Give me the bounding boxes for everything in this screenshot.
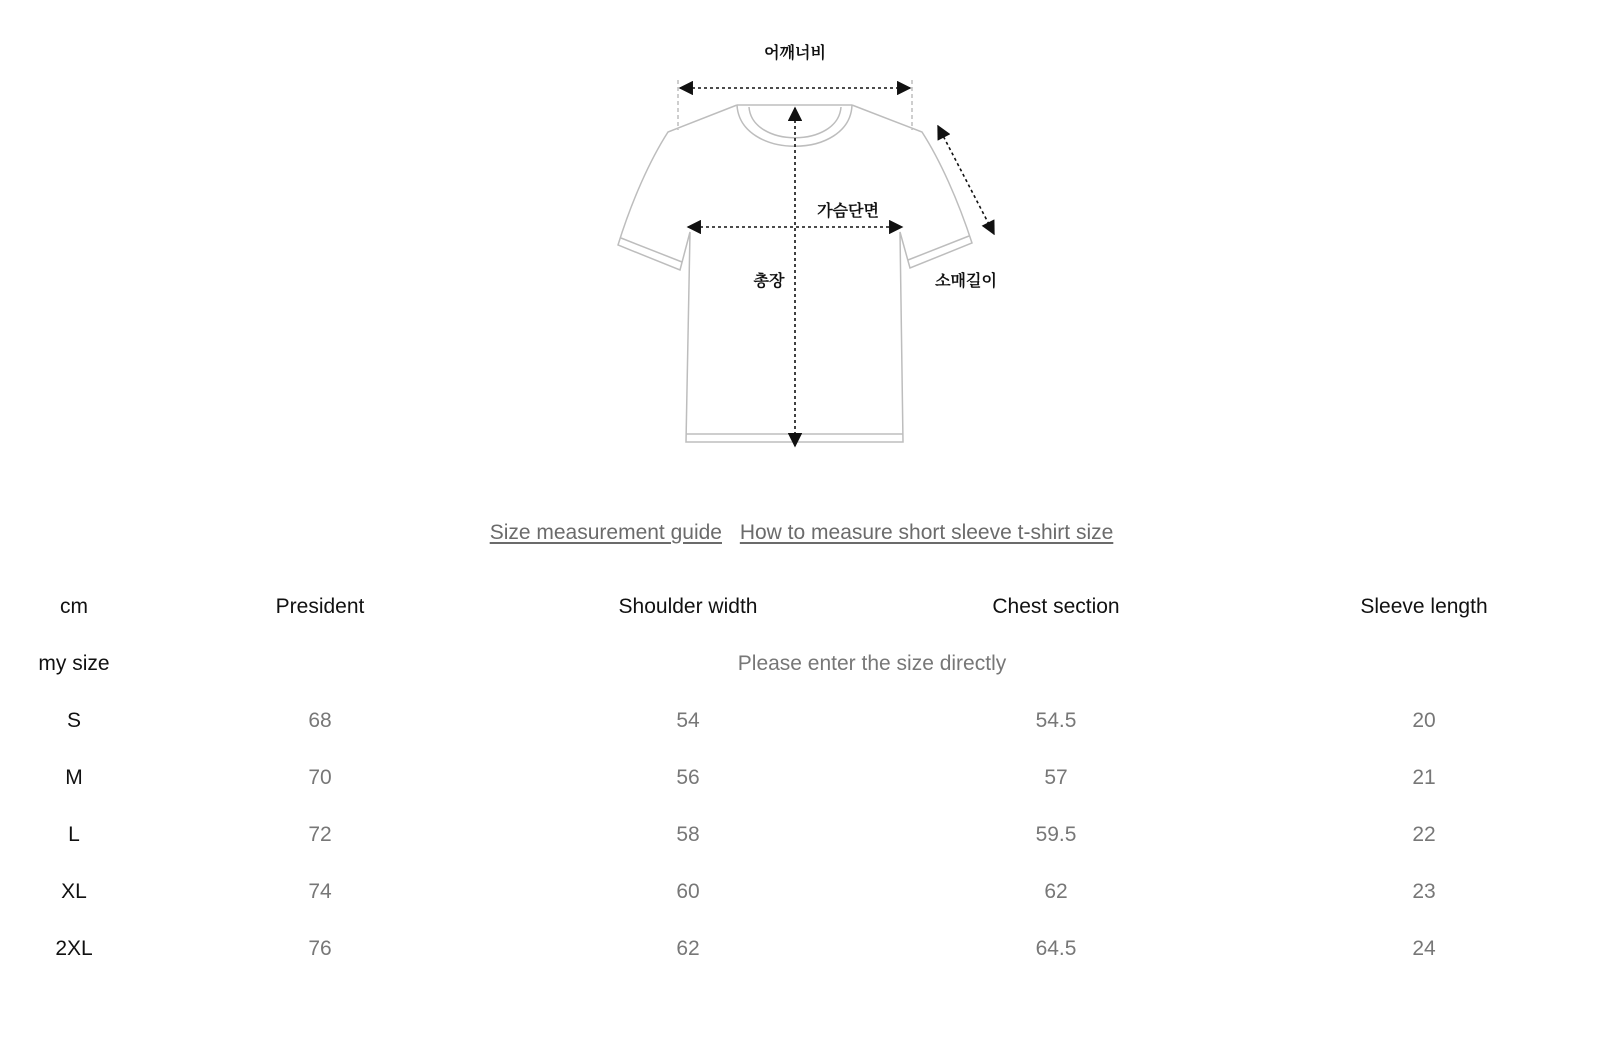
label-chest: 가슴단면 xyxy=(817,201,879,220)
table-cell: 70 xyxy=(308,766,332,789)
unit-header: cm xyxy=(60,595,88,618)
table-row xyxy=(0,820,1603,877)
size-table xyxy=(0,592,1603,991)
how-to-measure-link[interactable]: How to measure short sleeve t-shirt size xyxy=(739,521,1114,544)
table-cell: 72 xyxy=(308,823,332,846)
size-measurement-guide-link[interactable]: Size measurement guide xyxy=(489,521,722,544)
tshirt-outline-icon xyxy=(0,0,1603,470)
table-row xyxy=(0,706,1603,763)
table-cell: 56 xyxy=(676,766,700,789)
table-header-row xyxy=(0,592,1603,649)
table-row xyxy=(0,763,1603,820)
size-label: S xyxy=(66,709,82,732)
column-header: Shoulder width xyxy=(618,595,758,618)
guide-links xyxy=(0,520,1603,546)
my-size-label: my size xyxy=(38,652,110,675)
table-cell: 24 xyxy=(1412,937,1436,960)
table-cell: 20 xyxy=(1412,709,1436,732)
size-label: L xyxy=(68,823,80,846)
size-label: XL xyxy=(61,880,87,903)
measure-arrows xyxy=(680,88,994,446)
my-size-row xyxy=(0,649,1603,706)
size-label: 2XL xyxy=(55,937,93,960)
label-sleeve: 소매길이 xyxy=(935,271,997,290)
column-header: Sleeve length xyxy=(1360,595,1488,618)
table-row xyxy=(0,934,1603,991)
table-cell: 68 xyxy=(308,709,332,732)
table-cell: 64.5 xyxy=(1035,937,1077,960)
table-cell: 59.5 xyxy=(1035,823,1077,846)
tshirt-diagram xyxy=(0,0,1603,470)
label-shoulder: 어깨너비 xyxy=(764,43,826,62)
table-cell: 22 xyxy=(1412,823,1436,846)
table-cell: 54.5 xyxy=(1035,709,1077,732)
table-cell: 23 xyxy=(1412,880,1436,903)
table-cell: 57 xyxy=(1044,766,1068,789)
table-cell: 62 xyxy=(676,937,700,960)
column-header: President xyxy=(275,595,365,618)
label-length: 총장 xyxy=(753,271,785,290)
table-row xyxy=(0,877,1603,934)
size-label: M xyxy=(65,766,83,789)
my-size-note: Please enter the size directly xyxy=(737,652,1007,675)
table-cell: 60 xyxy=(676,880,700,903)
sleeve-arrow xyxy=(938,126,994,234)
table-cell: 76 xyxy=(308,937,332,960)
table-cell: 74 xyxy=(308,880,332,903)
table-cell: 62 xyxy=(1044,880,1068,903)
column-header: Chest section xyxy=(992,595,1120,618)
table-cell: 21 xyxy=(1412,766,1436,789)
table-cell: 54 xyxy=(676,709,700,732)
table-cell: 58 xyxy=(676,823,700,846)
